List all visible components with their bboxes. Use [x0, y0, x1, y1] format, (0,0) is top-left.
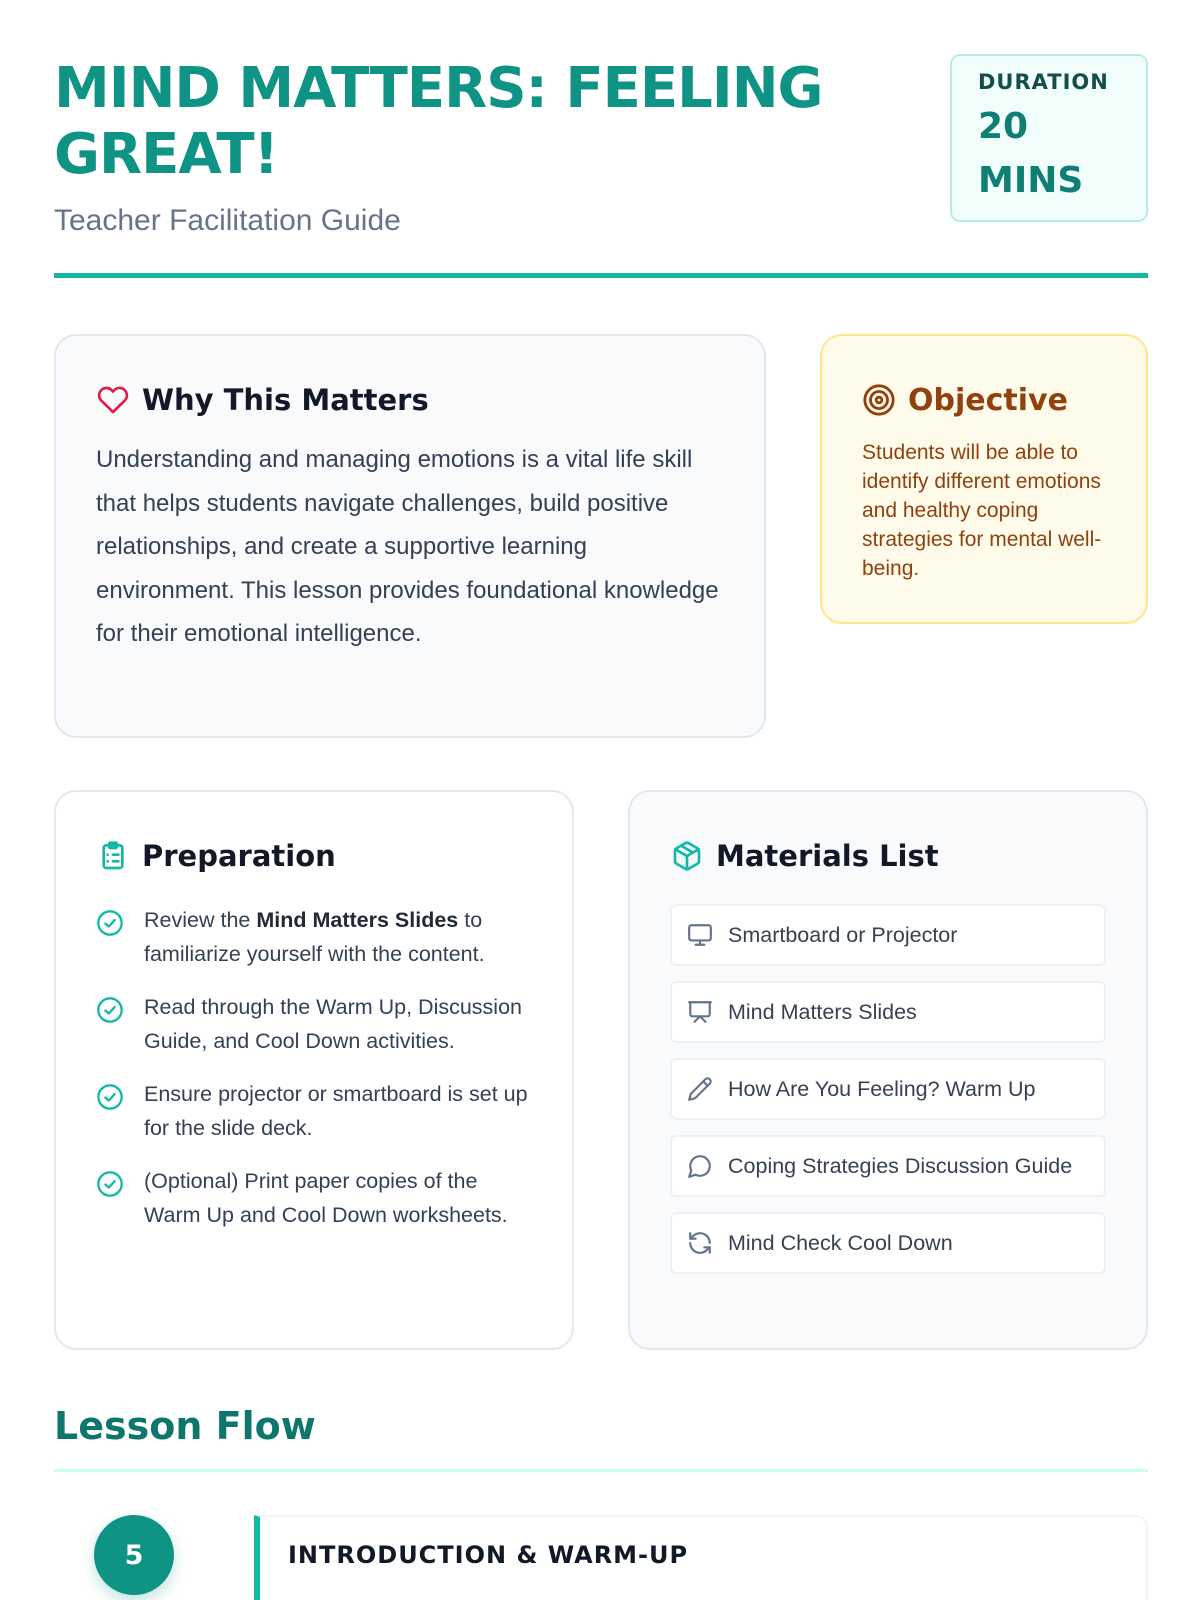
- preparation-item-text: Ensure projector or smartboard is set up for the slide deck.: [144, 1082, 528, 1140]
- materials-heading: Materials List: [716, 839, 939, 873]
- check-circle-icon: [96, 996, 124, 1024]
- speech-bubble-icon: [686, 1152, 714, 1180]
- list-item: [670, 1135, 1106, 1197]
- material-item-label: Coping Strategies Discussion Guide: [728, 1153, 1073, 1178]
- objective-heading: Objective: [908, 382, 1068, 418]
- list-item: [670, 1058, 1106, 1120]
- why-body: Understanding and managing emotions is a vital life skill that helps students navigate challenges, build positive relationships, and create a supportive learning environment. This lesson provides foundational knowledge for their emotional intelligence.: [96, 446, 719, 647]
- list-item: [96, 1165, 532, 1232]
- target-icon: [862, 383, 896, 417]
- objective-card: [820, 334, 1148, 624]
- check-circle-icon: [96, 1083, 124, 1111]
- list-item: [670, 904, 1106, 966]
- page-subtitle: Teacher Facilitation Guide: [54, 204, 401, 237]
- why-card-header: [96, 380, 724, 420]
- preparation-item-text: Review the Mind Matters Slides to familiarize yourself with the content.: [144, 908, 485, 966]
- preparation-heading: Preparation: [142, 839, 336, 873]
- preparation-list: [96, 904, 532, 1232]
- materials-card-header: [670, 836, 1106, 876]
- objective-body: Students will be able to identify different emotions and healthy coping strategies for mental well-being.: [862, 441, 1102, 580]
- list-item: [670, 981, 1106, 1043]
- why-heading: Why This Matters: [142, 383, 429, 417]
- why-this-matters-card: [54, 334, 766, 738]
- preparation-card: [54, 790, 574, 1350]
- refresh-icon: [686, 1229, 714, 1257]
- preparation-item-text: Read through the Warm Up, Discussion Guide, and Cool Down activities.: [144, 995, 523, 1053]
- lesson-flow-divider: [54, 1469, 1148, 1472]
- duration-badge: [950, 54, 1148, 222]
- step-title: INTRODUCTION & WARM-UP: [288, 1541, 689, 1569]
- list-item: [96, 991, 532, 1058]
- preparation-card-header: [96, 836, 532, 876]
- duration-label: DURATION: [978, 70, 1109, 94]
- materials-card: [628, 790, 1148, 1350]
- monitor-icon: [686, 921, 714, 949]
- materials-list: [670, 904, 1106, 1274]
- lesson-step-card: [254, 1515, 1148, 1600]
- check-circle-icon: [96, 909, 124, 937]
- material-item-label: Smartboard or Projector: [728, 922, 958, 947]
- objective-card-header: [862, 380, 1106, 420]
- lesson-flow-heading: Lesson Flow: [54, 1404, 316, 1448]
- page-title: MIND MATTERS: FEELING GREAT!: [54, 56, 823, 187]
- step-minutes-badge: 5: [94, 1515, 174, 1595]
- list-item: [670, 1212, 1106, 1274]
- material-item-label: How Are You Feeling? Warm Up: [728, 1076, 1036, 1101]
- list-item: [96, 904, 532, 971]
- heart-icon: [96, 383, 130, 417]
- header-divider: [54, 273, 1148, 278]
- preparation-item-text: (Optional) Print paper copies of the Warm Up and Cool Down worksheets.: [144, 1169, 508, 1227]
- box-icon: [670, 839, 704, 873]
- material-item-label: Mind Check Cool Down: [728, 1230, 953, 1255]
- duration-value: 20 MINS: [978, 106, 1084, 201]
- pencil-icon: [686, 1075, 714, 1103]
- clipboard-icon: [96, 839, 130, 873]
- material-item-label: Mind Matters Slides: [728, 999, 917, 1024]
- list-item: [96, 1078, 532, 1145]
- presentation-icon: [686, 998, 714, 1026]
- check-circle-icon: [96, 1170, 124, 1198]
